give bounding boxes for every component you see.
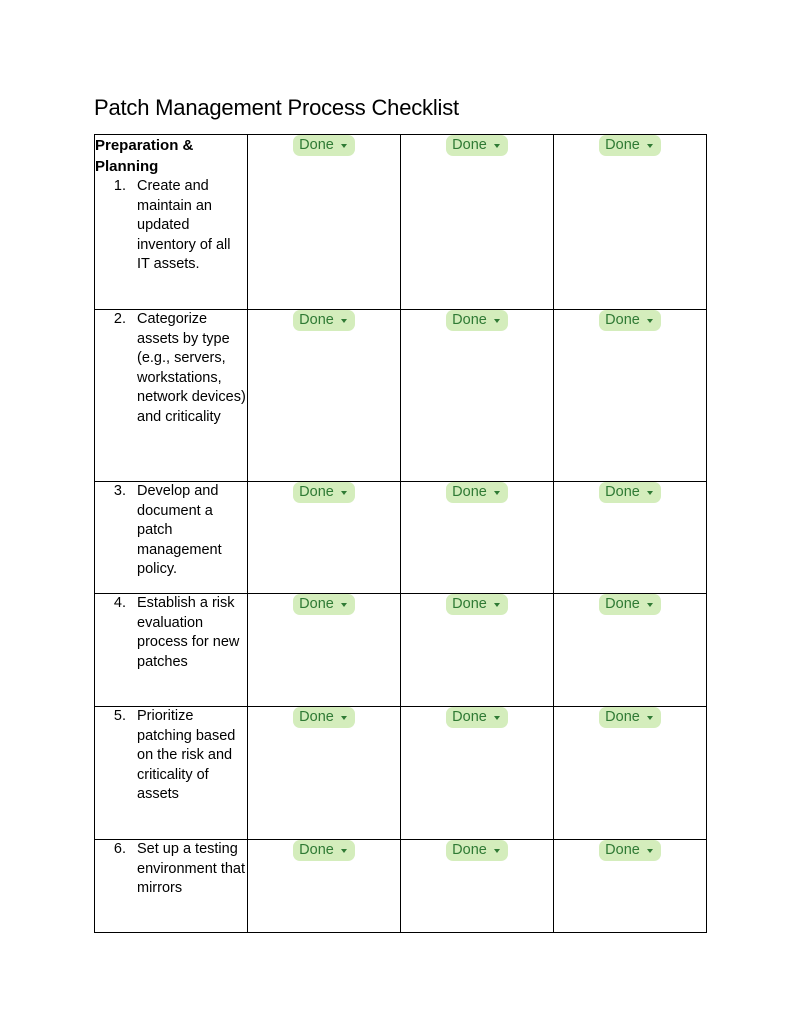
table-row (95, 707, 707, 840)
caret-down-icon (341, 144, 347, 148)
task-cell (95, 135, 248, 310)
status-cell (248, 840, 401, 933)
status-label: Done (605, 484, 640, 500)
caret-down-icon (647, 491, 653, 495)
item-number: 2. (113, 311, 126, 327)
status-cell (554, 840, 707, 933)
status-dropdown[interactable] (293, 707, 355, 728)
status-cell (401, 135, 554, 310)
caret-down-icon (341, 849, 347, 853)
status-label: Done (452, 709, 487, 725)
item-text: Prioritize patching based on the risk and criticality of assets (137, 708, 236, 803)
page-title: Patch Management Process Checklist (94, 95, 459, 120)
status-cell (554, 482, 707, 594)
list-item (95, 840, 247, 899)
status-dropdown[interactable] (293, 594, 355, 615)
status-dropdown[interactable] (599, 594, 661, 615)
table-row (95, 482, 707, 594)
caret-down-icon (647, 603, 653, 607)
status-label: Done (605, 842, 640, 858)
status-cell (401, 840, 554, 933)
item-text: Set up a testing environment that mirrors (137, 841, 246, 897)
item-number: 3. (113, 483, 126, 499)
table-row (95, 840, 707, 933)
status-cell (401, 594, 554, 707)
status-cell (401, 482, 554, 594)
caret-down-icon (494, 849, 500, 853)
caret-down-icon (494, 491, 500, 495)
status-dropdown[interactable] (599, 135, 661, 156)
status-label: Done (299, 312, 334, 328)
status-cell (248, 707, 401, 840)
status-dropdown[interactable] (446, 135, 508, 156)
section-title: Preparation & Planning (95, 137, 194, 175)
caret-down-icon (494, 603, 500, 607)
status-label: Done (299, 137, 334, 153)
status-cell (554, 135, 707, 310)
status-dropdown[interactable] (446, 310, 508, 331)
status-cell (401, 310, 554, 482)
status-dropdown[interactable] (599, 707, 661, 728)
caret-down-icon (341, 319, 347, 323)
status-dropdown[interactable] (446, 482, 508, 503)
item-text: Categorize assets by type (e.g., servers, workstations, network devices) and criticality (137, 311, 246, 425)
status-dropdown[interactable] (446, 594, 508, 615)
status-label: Done (452, 137, 487, 153)
task-cell (95, 594, 248, 707)
status-label: Done (605, 137, 640, 153)
item-text: Establish a risk evaluation process for new patches (137, 595, 240, 670)
status-dropdown[interactable] (599, 840, 661, 861)
status-dropdown[interactable] (599, 310, 661, 331)
status-label: Done (452, 596, 487, 612)
list-item (95, 310, 247, 428)
caret-down-icon (341, 716, 347, 720)
status-label: Done (452, 312, 487, 328)
status-cell (248, 594, 401, 707)
status-label: Done (299, 709, 334, 725)
status-dropdown[interactable] (293, 135, 355, 156)
task-cell (95, 707, 248, 840)
status-dropdown[interactable] (446, 840, 508, 861)
status-cell (554, 707, 707, 840)
caret-down-icon (647, 319, 653, 323)
status-dropdown[interactable] (293, 840, 355, 861)
list-item (95, 482, 247, 580)
item-text: Develop and document a patch management policy. (137, 483, 222, 578)
caret-down-icon (494, 319, 500, 323)
caret-down-icon (341, 491, 347, 495)
status-label: Done (299, 484, 334, 500)
checklist-table (94, 134, 707, 933)
status-cell (554, 594, 707, 707)
caret-down-icon (494, 716, 500, 720)
status-cell (554, 310, 707, 482)
item-number: 6. (113, 841, 126, 857)
status-dropdown[interactable] (293, 310, 355, 331)
status-label: Done (452, 484, 487, 500)
list-item (95, 707, 247, 805)
caret-down-icon (341, 603, 347, 607)
caret-down-icon (647, 144, 653, 148)
status-label: Done (452, 842, 487, 858)
task-cell (95, 482, 248, 594)
status-label: Done (299, 842, 334, 858)
status-dropdown[interactable] (446, 707, 508, 728)
list-item (95, 594, 247, 672)
status-label: Done (605, 312, 640, 328)
item-number: 4. (113, 595, 126, 611)
caret-down-icon (494, 144, 500, 148)
task-cell (95, 310, 248, 482)
caret-down-icon (647, 849, 653, 853)
status-label: Done (605, 596, 640, 612)
status-label: Done (605, 709, 640, 725)
status-cell (248, 482, 401, 594)
status-dropdown[interactable] (599, 482, 661, 503)
status-dropdown[interactable] (293, 482, 355, 503)
item-number: 5. (113, 708, 126, 724)
table-row (95, 594, 707, 707)
status-cell (248, 310, 401, 482)
table-row (95, 135, 707, 310)
item-number: 1. (113, 178, 126, 194)
list-item (95, 177, 247, 275)
task-cell (95, 840, 248, 933)
caret-down-icon (647, 716, 653, 720)
table-row (95, 310, 707, 482)
status-label: Done (299, 596, 334, 612)
status-cell (401, 707, 554, 840)
item-text: Create and maintain an updated inventory of all IT assets. (137, 178, 231, 273)
status-cell (248, 135, 401, 310)
